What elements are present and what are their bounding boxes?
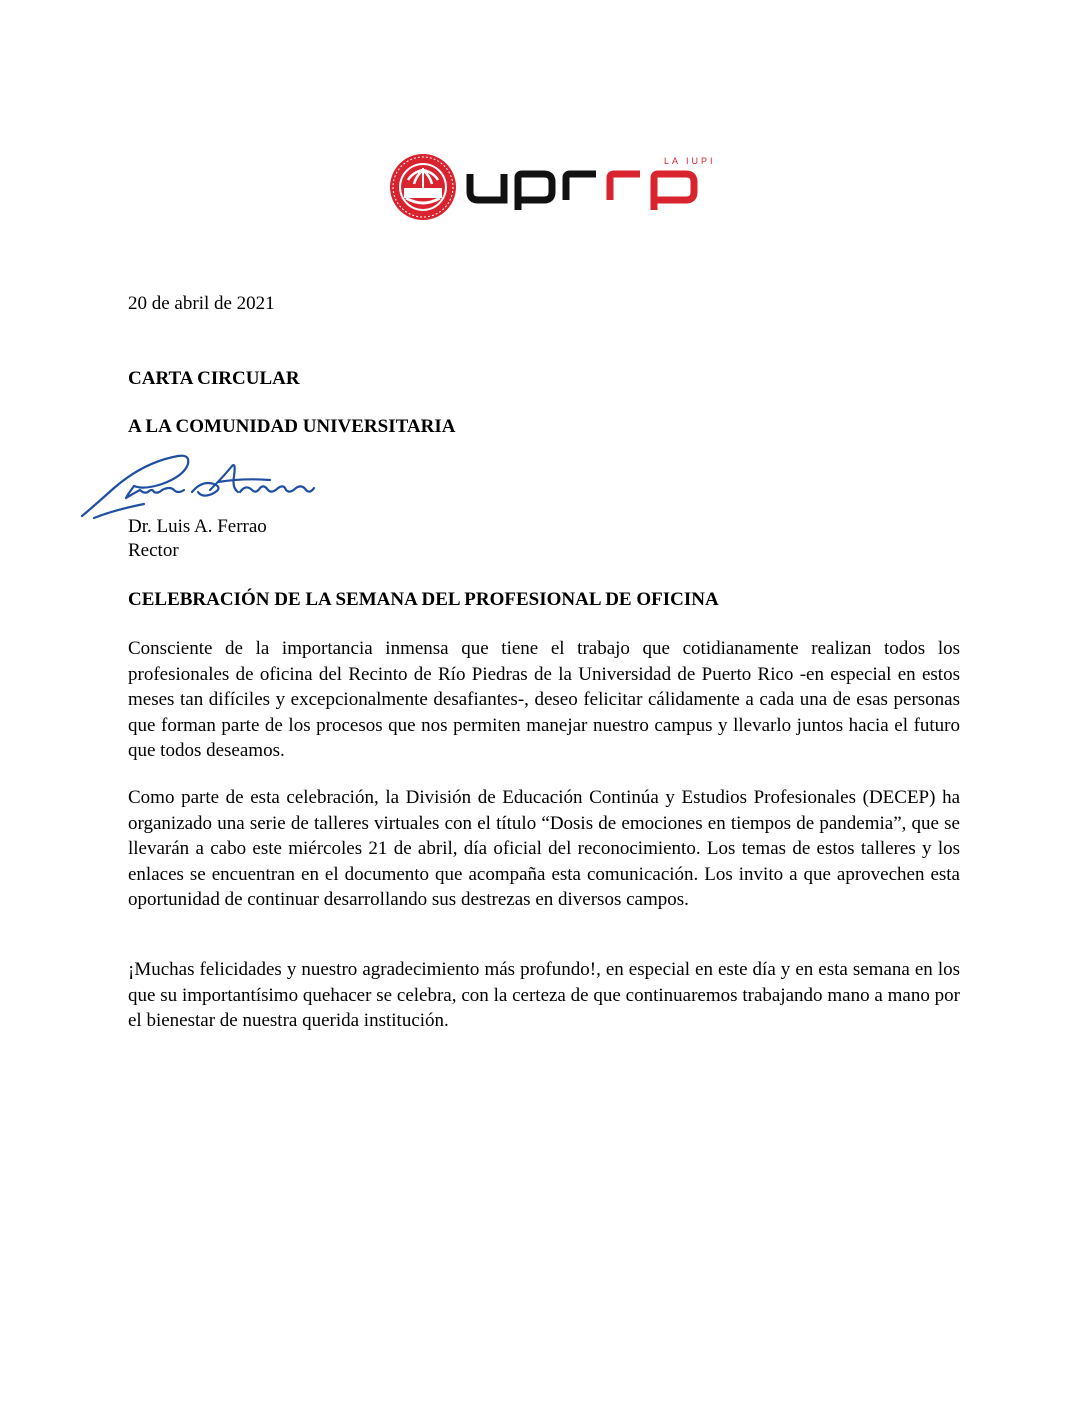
sender-title: Rector [128, 540, 179, 561]
letterhead [388, 146, 716, 226]
letter-date: 20 de abril de 2021 [128, 293, 275, 314]
body-paragraph-3: ¡Muchas felicidades y nuestro agradecimiento más profundo!, en especial en este día y en esta semana en los que su importantísimo quehacer se celebra, con la certeza de que continuaremos trabajando mano a mano por el bienestar de nuestra querida institución. [128, 959, 960, 1031]
university-seal-logo [388, 152, 458, 222]
body-paragraph-1: Consciente de la importancia inmensa que tiene el trabajo que cotidianamente realizan todos los profesionales de oficina del Recinto de Río Piedras de la Universidad de Puerto Rico -en especial en estos meses tan difíciles y excepcionalmente desafiantes-, deseo felicitar cálidamente a cada una de esas personas que forman parte de los procesos que nos permiten manejar nuestro campus y llevarlo juntos hacia el futuro que todos deseamos. [128, 638, 960, 761]
document-type-heading: CARTA CIRCULAR [128, 368, 300, 389]
recipient-heading: A LA COMUNIDAD UNIVERSITARIA [128, 416, 456, 437]
subject-heading: CELEBRACIÓN DE LA SEMANA DEL PROFESIONAL DE OFICINA [128, 589, 719, 610]
body-paragraph-2: Como parte de esta celebración, la División de Educación Continúa y Estudios Profesionales (DECEP) ha organizado una serie de talleres virtuales con el título “Dosis de emociones en tiempos de pandemia”, que se llevarán a cabo este miércoles 21 de abril, día oficial del reconocimiento. Los temas de estos talleres y los enlaces se encuentran en el documento que acompaña esta comunicación. Los invito a que aprovechen esta oportunidad de continuar desarrollando sus destrezas en diversos campos. [128, 787, 960, 910]
handwritten-signature [74, 446, 334, 522]
logo-tagline: LA IUPI [664, 156, 716, 166]
uprrp-wordmark-logo [464, 152, 716, 218]
sender-name: Dr. Luis A. Ferrao [128, 516, 267, 537]
